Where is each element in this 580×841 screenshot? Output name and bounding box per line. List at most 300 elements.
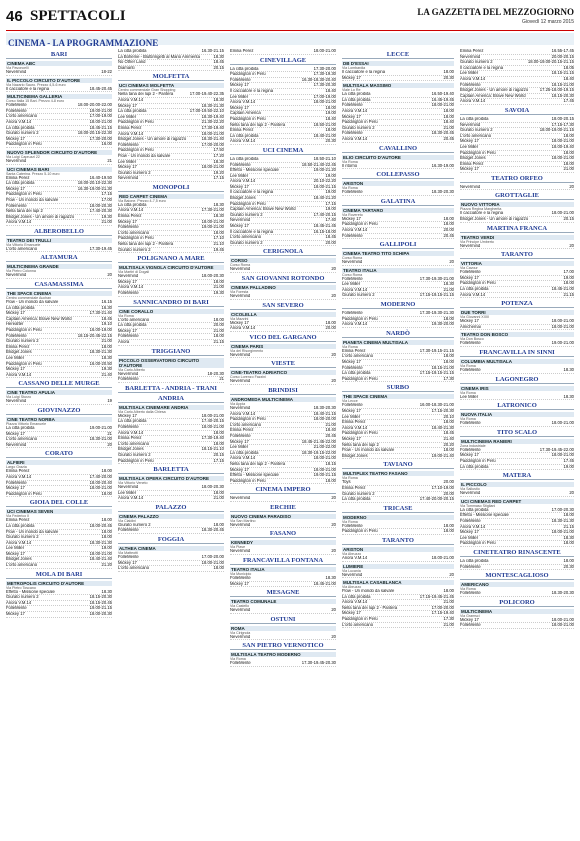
film-title: Lee Miller [342, 414, 361, 419]
showtimes: 20 [331, 521, 336, 527]
cinema-address: Zona industriale [460, 443, 486, 448]
listing-row [342, 260, 454, 266]
film-title: FolleMente [6, 606, 27, 611]
city-heading: TRICASE [342, 505, 454, 513]
listing-row [342, 529, 454, 535]
film-title: Nella tana dei lupi 2 [342, 442, 379, 447]
film-title: La città proibita [230, 66, 259, 71]
showtimes: 18.00-21.00 [89, 118, 112, 124]
showtimes: 18.30 [213, 53, 224, 59]
showtimes: 18.00-21.00 [551, 323, 574, 329]
cinema-address: Via del Risorgimento [230, 348, 264, 353]
showtimes: 18.30-20.45 [201, 527, 224, 533]
showtimes: 17.15 [213, 175, 224, 181]
showtimes: 18.00 [101, 490, 112, 496]
film-title: Captain America: Brave New World [460, 93, 526, 98]
showtimes: 18.45-21.00 [551, 286, 574, 292]
showtimes: 17.00-19.00 [89, 113, 112, 119]
film-title: Il cacciatore e la regina [460, 211, 504, 216]
showtimes: 17.00-19.50-22.10 [189, 108, 224, 114]
showtimes: 18.00 [325, 127, 336, 133]
showtimes: 17.15-19.15-21.15 [419, 370, 454, 376]
film-title: FolleMente [460, 591, 481, 596]
film-title: Anora V.M.14 [460, 99, 486, 104]
city-heading: MODERNO [342, 301, 454, 309]
film-title: Anora V.M.14 [460, 292, 486, 297]
page-number: 46 [6, 8, 23, 25]
cinema-name: TEATRO ITALIA [230, 567, 336, 572]
film-title: Il cacciatore e la regina [230, 88, 274, 93]
cinema-name: ALTHEA CINEMA [118, 546, 224, 551]
film-title: Lee Miller [460, 394, 479, 399]
film-title: La città proibita [342, 97, 371, 102]
listing-row [342, 556, 454, 562]
showtimes: 18-20.30 [207, 370, 224, 376]
film-title: FolleMente [460, 82, 481, 87]
showtimes: 18.30 [563, 367, 574, 372]
cinema-name: MULTISALA TEATRO MODERNO [230, 652, 336, 657]
cinema-name: DB D'ESSAI [342, 61, 454, 66]
showtimes: 18.00 [443, 588, 454, 594]
showtimes: 18.00-20.00 [313, 416, 336, 422]
cinema-name: TEATRO DON BOSCO [460, 332, 574, 337]
cinema-name: THE SPACE CINEMA [342, 394, 454, 399]
film-title: Anora V.M.14 [6, 600, 32, 605]
listing-row [6, 563, 112, 569]
showtimes: 18.00-21.00 [431, 102, 454, 108]
city-heading: SAN GIOVANNI ROTONDO [230, 275, 336, 283]
film-title: Mickey 17 [230, 439, 249, 444]
film-title: Lee Miller [6, 356, 25, 360]
film-title: L'orto americano [6, 246, 38, 251]
showtimes: 18.00-19.00-20.15-21.15 [527, 59, 574, 65]
film-title: Mickey 17 [342, 611, 361, 616]
film-title: Nevermind [342, 572, 363, 577]
film-title: Nevermind [118, 274, 139, 279]
showtimes: 20 [331, 378, 336, 384]
showtimes: 18.30-20.45 [431, 130, 454, 136]
film-title: Lee Miller [230, 94, 249, 99]
showtimes: 18.00-20.15 [551, 115, 574, 121]
film-title: Nevermind [6, 70, 27, 74]
listing-row [460, 491, 574, 497]
cinema-address: Via Pavoncelli [6, 66, 29, 70]
city-heading: MATERA [460, 472, 574, 480]
film-title: Paddington in Perù [230, 478, 266, 483]
film-title: FolleMente [230, 576, 251, 581]
showtimes: 20 [107, 272, 112, 278]
cinema-name: IL PICCOLO CIRCUITO D'AUTORE [6, 78, 112, 83]
showtimes: 21 [219, 376, 224, 382]
showtimes: 18.00-21.00 [313, 99, 336, 105]
showtimes: 18.50-21.10 [313, 155, 336, 161]
film-title: La città proibita [230, 156, 259, 161]
film-title: FolleMente [460, 368, 481, 372]
film-title: FolleMente [118, 555, 139, 560]
film-title: FolleMente [342, 233, 363, 238]
cinema-name: CINE TEATRO APULIA [6, 390, 112, 395]
showtimes: 18.00 [443, 113, 454, 119]
film-title: L'orto americano [118, 566, 150, 571]
film-title: Anora V.M.14 [118, 430, 144, 435]
film-title: Anora V.M.14 [6, 372, 32, 377]
listing-row [460, 244, 574, 250]
showtimes: 18.30 [213, 158, 224, 164]
showtimes: 17.00-20.00 [201, 141, 224, 147]
film-title: Giurato numero 2 [6, 339, 39, 344]
showtimes: 17.40-20.00 [89, 473, 112, 479]
film-title: Mickey 17 [460, 617, 479, 622]
showtimes: 17.30 [443, 375, 454, 381]
showtimes: 18.45-20.45 [89, 85, 112, 91]
city-heading: VIESTE [230, 360, 336, 368]
film-title: Nevermind [460, 122, 481, 127]
showtimes: 17.10-19.00 [431, 484, 454, 490]
cinema-address: Corso Roma [342, 256, 363, 261]
film-title: Paddington in Perù [230, 201, 266, 206]
film-title: Mickey 17 [460, 167, 479, 172]
showtimes: 18.45-21.00 [313, 580, 336, 586]
cinema-address: Corso Roma [342, 272, 363, 277]
film-title: Nevermind [118, 485, 139, 490]
cinema-address: Corso Italia 15 Bari. Prezzo 4-8 euro [6, 99, 65, 104]
film-title: Hereafter [6, 322, 24, 327]
cinema-address: Via Piave [230, 545, 246, 550]
film-title: Diamanti [118, 65, 135, 70]
city-heading: COLLEPASSO [342, 171, 454, 179]
film-title: La città proibita [460, 558, 489, 563]
showtimes: 16.40-19.50 [89, 174, 112, 180]
city-heading: CAVALLINO [342, 145, 454, 153]
film-title: Nevermind [230, 352, 251, 357]
showtimes: 18.00 [443, 359, 454, 365]
film-title: Nevermind [230, 379, 251, 384]
showtimes: 18.00-20.10-22.30 [77, 180, 112, 186]
cinema-address: Via Appia [230, 401, 246, 406]
film-title: Paddington in Perù [230, 116, 266, 121]
showtimes: 20 [569, 242, 574, 248]
listing-row [342, 234, 454, 240]
showtimes: 18.00 [563, 160, 574, 166]
film-title: Bridget Jones [460, 156, 486, 161]
cinema-name: MULTIPLEX TEATRO FASANO [342, 471, 454, 476]
city-heading: BARLETTA - ANDRIA - TRANI [118, 385, 224, 393]
showtimes: 17.30-19.45-22.00 [539, 446, 574, 452]
showtimes: 21.40 [443, 435, 454, 441]
cinema-address: Via Pietro Colonna [6, 269, 36, 274]
city-heading: OSTUNI [230, 616, 336, 624]
film-title: Anora V.M.14 [342, 425, 368, 430]
cinema-address: Via Roma [460, 390, 476, 395]
city-heading: LATRONICO [460, 402, 574, 410]
listing-row [230, 267, 336, 273]
showtimes: 18.30-19.40 [201, 113, 224, 119]
showtimes: 18.15-20.45-22.15 [77, 332, 112, 338]
film-title: Nevermind [6, 442, 27, 447]
film-title: FolleMente [6, 108, 27, 113]
listing-row [230, 241, 336, 247]
film-title: Anora V.M.14 [342, 555, 368, 560]
cinema-address: Via Vittorio Emanuele [6, 242, 41, 247]
showtimes: 16.00-19.00 [89, 327, 112, 333]
city-heading: SURBO [342, 384, 454, 392]
cinema-address: Via Gramsci [460, 613, 480, 618]
showtimes: 19.10 [101, 321, 112, 327]
showtimes: 19.00-21.00 [89, 107, 112, 113]
cinema-address: Via Principe Umberto [460, 239, 494, 244]
cinema-address: Via Don Bosco [460, 337, 484, 342]
showtimes: 19.00-21.15 [89, 605, 112, 611]
showtimes: 18.45-21.15 [89, 124, 112, 130]
cinema-name: MULTICINEMA GRANDE [6, 264, 112, 269]
film-title: Emilia Perez [460, 49, 484, 53]
film-title: Mickey 17 [460, 319, 479, 324]
film-title: FolleMente [118, 142, 139, 147]
listing-row [460, 217, 574, 223]
city-heading: POLICORO [460, 599, 574, 607]
film-title: FolleMente [460, 564, 481, 569]
showtimes: 17.10 [213, 235, 224, 241]
showtimes: 20 [331, 266, 336, 272]
film-title: FolleMente [230, 77, 251, 82]
showtimes: 17.20 [213, 152, 224, 158]
listing-row [460, 591, 574, 597]
city-heading: NARDÒ [342, 330, 454, 338]
film-title: Emilia Perez [118, 214, 142, 219]
showtimes: 20.00 [325, 325, 336, 331]
film-title: FolleMente [342, 190, 363, 195]
showtimes: 18.45-21.45 [313, 223, 336, 229]
cinema-name: CINEMA PARIS [230, 344, 336, 349]
showtimes: 17.00-20.30 [551, 506, 574, 512]
film-title: Mickey 17 [230, 581, 249, 586]
showtimes: 21 [107, 430, 112, 436]
showtimes: 18.30-21.30 [89, 539, 112, 545]
cinema-name: CINE-TEATRO ADRIATICO [230, 370, 336, 375]
showtimes: 20.00 [443, 479, 454, 485]
cinema-name: TEATRO DEI TRULLI [6, 238, 112, 243]
showtimes: 18.00-21.00 [551, 420, 574, 426]
city-heading: CINEVILLAGE [230, 57, 336, 65]
listing-row [460, 541, 574, 547]
showtimes: 21 [107, 157, 112, 163]
film-title: FolleMente [118, 424, 139, 429]
film-title: La città proibita [118, 323, 147, 328]
cinema-address: Via Tommaso Stigliani [460, 503, 496, 508]
film-title: Flow - Un mondo da salvare [6, 300, 59, 305]
city-heading: TAVIANO [342, 461, 454, 469]
showtimes: 18.00 [213, 333, 224, 339]
listing-row [6, 159, 112, 165]
showtimes: 21.00 [443, 621, 454, 627]
film-title: L'orto americano [342, 354, 374, 359]
film-title: FolleMente [118, 225, 139, 230]
film-title: Emilia Perez [342, 485, 366, 490]
film-title: Emilia Perez [6, 344, 30, 349]
showtimes: 16.30-18.30-20.40 [301, 76, 336, 82]
listing-row [118, 566, 224, 572]
city-heading: PALAZZO [118, 504, 224, 512]
showtimes: 19.00 [325, 172, 336, 178]
film-title: Mickey 17 [230, 224, 249, 229]
showtimes: 16.15 [101, 299, 112, 305]
cinema-name: UCI CINEMAS SEVEN [6, 509, 112, 514]
showtimes: 16.50-19.40 [431, 91, 454, 97]
showtimes: 17.30-19.30-21.30 [419, 310, 454, 316]
city-heading: ANDRIA [118, 395, 224, 403]
showtimes: 17.15-17.30 [551, 121, 574, 127]
film-title: Bridget Jones [6, 557, 32, 562]
film-title: Anora V.M.14 [6, 540, 32, 545]
cinema-address: Via Municipio [230, 572, 252, 577]
cinema-name: NUOVO SPLENDOR CIRCUITO D'AUTORE [6, 150, 112, 155]
film-title: Giurato numero 2 [118, 170, 151, 175]
film-title: Giurato numero 2 [230, 240, 263, 245]
city-heading: GALLIPOLI [342, 241, 454, 249]
showtimes: 21.00-22.00 [313, 444, 336, 450]
listing-row [460, 623, 574, 629]
showtimes: 18.00-21.00 [313, 49, 336, 53]
showtimes: 18.00-21.00 [201, 130, 224, 136]
showtimes: 19.30 [101, 213, 112, 219]
city-heading: TARANTO [460, 251, 574, 259]
film-title: Giurato numero 2 [460, 60, 493, 65]
showtimes: 20.45 [325, 432, 336, 438]
showtimes: 19.00-21.15 [313, 472, 336, 478]
city-heading: MARTINA FRANCA [460, 225, 574, 233]
showtimes: 17.00-19.40-22.35 [189, 91, 224, 97]
showtimes: 17.40-20.00-20.15 [419, 496, 454, 502]
film-title: Anora V.M.14 [230, 456, 256, 461]
showtimes: 16.45-19.45 [431, 96, 454, 102]
showtimes: 19.00 [325, 189, 336, 195]
cinema-address: Viale Lo Re [342, 88, 361, 93]
showtimes: 19.00 [101, 545, 112, 551]
film-title: Nella tana dei lupi 2 - Pantera [118, 92, 174, 97]
showtimes: 21.40 [101, 371, 112, 377]
showtimes: 18.00 [213, 489, 224, 495]
showtimes: 17.30-19.45-20.30 [301, 660, 336, 666]
showtimes: 19.30-20.00 [431, 321, 454, 327]
film-title: L'orto americano [6, 437, 38, 442]
showtimes: 18.00 [213, 229, 224, 235]
city-heading: SAVOIA [460, 107, 574, 115]
cinema-name: ELIO CIRCUITO D'AUTORE [342, 155, 454, 160]
film-title: Anora V.M.14 [118, 496, 144, 501]
film-title: La Bohème - Bluttiringetti al Mario Ammenta [118, 54, 200, 59]
film-title: Giurato numero 2 [342, 491, 375, 496]
cinema-name: PIANETA CINEMA MULTISALA [342, 340, 454, 345]
issue-date: Giovedì 12 marzo 2015 [522, 19, 574, 25]
city-heading: BARLETTA [118, 466, 224, 474]
showtimes: 21.00 [213, 327, 224, 333]
listing-row [230, 661, 336, 667]
showtimes: 18.30-21.00 [89, 436, 112, 442]
cinema-name: DUE TORRI [460, 310, 574, 315]
cinema-address: Via Sallustio [460, 487, 480, 492]
film-title: Anora [118, 339, 130, 344]
film-title: La città proibita [342, 371, 371, 376]
showtimes: 16.00-18.30-21.00 [419, 402, 454, 408]
showtimes: 20 [449, 571, 454, 577]
cinema-name: UCI CINEMAS RED CARPET [460, 499, 574, 504]
cinema-name: CINE TEATRO NORBA [6, 417, 112, 422]
cinema-address: Via Roma [460, 364, 476, 368]
showtimes: 18.00-21.00 [89, 485, 112, 491]
film-title: FolleMente [118, 334, 139, 339]
cinema-address: Corso Roma [230, 263, 251, 268]
film-title: Anora V.M.14 [118, 97, 144, 102]
showtimes: 18.40 [325, 115, 336, 121]
film-title: Effetto - Missione speciale [460, 513, 509, 518]
cinema-address: Corso Lorenzo Fazzini [230, 375, 266, 380]
listing-row [460, 421, 574, 427]
film-title: Mickey 17 [6, 612, 25, 617]
film-title: Emilia Perez [230, 128, 254, 133]
city-heading: GROTTAGLIE [460, 192, 574, 200]
city-heading: BARI [6, 51, 112, 59]
showtimes: 18.45 [213, 59, 224, 65]
film-title: Anora V.M.14 [118, 131, 144, 136]
listing-row [118, 377, 224, 383]
film-title: Paddington in Perù [342, 222, 378, 227]
cinema-address: Via Lucania [342, 568, 361, 573]
listing-row [460, 325, 574, 331]
film-title: Anora V.M.14 [342, 322, 368, 327]
cinema-address: Via Roma [342, 159, 358, 164]
showtimes: 18.00 [443, 221, 454, 227]
film-title: Paddington in Perù [342, 316, 378, 321]
cinema-name: NUOVO VITTORIA [460, 202, 574, 207]
cinema-address: Via Nazario Sauro. Prezzo 4,5-6 euro [6, 82, 66, 87]
city-heading: GIOVINAZZO [6, 407, 112, 415]
cinema-name: KENNEDY [230, 540, 336, 545]
film-title: Bridget Jones - Un amore di ragazzo [6, 214, 75, 219]
film-title: Mickey 17 [118, 328, 137, 333]
cinema-address: Via Roma [342, 186, 358, 191]
film-title: Emilia Perez [230, 49, 254, 53]
listing-column-1 [6, 49, 112, 839]
film-title: Lee Miller [6, 546, 25, 551]
cinema-name: TEATRO ITALIA [342, 268, 454, 273]
city-heading: CINEMA IMPERO [230, 486, 336, 494]
film-title: FolleMente [342, 311, 363, 316]
film-title: Flow - Un mondo da salvare [342, 448, 395, 453]
listing-row [118, 176, 224, 182]
city-heading: FASANO [230, 530, 336, 538]
film-title: Paddington in Perù [6, 328, 42, 333]
listing-row [118, 496, 224, 502]
film-title: Anora V.M.14 [118, 208, 144, 213]
showtimes: 20.00 [443, 490, 454, 496]
showtimes: 18.40 [325, 87, 336, 93]
showtimes: 18.30 [563, 534, 574, 540]
cinema-name: COLUMBIA MULTISALA [460, 359, 574, 364]
showtimes: 18.00 [213, 440, 224, 446]
city-heading: CORATO [6, 450, 112, 458]
showtimes: 18.30-20.30 [431, 189, 454, 195]
film-title: La città proibita [118, 419, 147, 424]
showtimes: 19.00-21.20 [313, 167, 336, 173]
cinema-name: MULTISALA VIGNOLA CIRCUITO D'AUTORE [118, 265, 224, 270]
city-heading: TARANTO [342, 537, 454, 545]
cinema-name: THE SPACE CINEMA [6, 291, 112, 296]
showtimes: 19.30 [213, 290, 224, 295]
listing-row [230, 326, 336, 332]
showtimes: 18.00 [213, 278, 224, 284]
showtimes: 18.30 [101, 355, 112, 360]
film-title: Anora V.M.14 [230, 139, 256, 144]
